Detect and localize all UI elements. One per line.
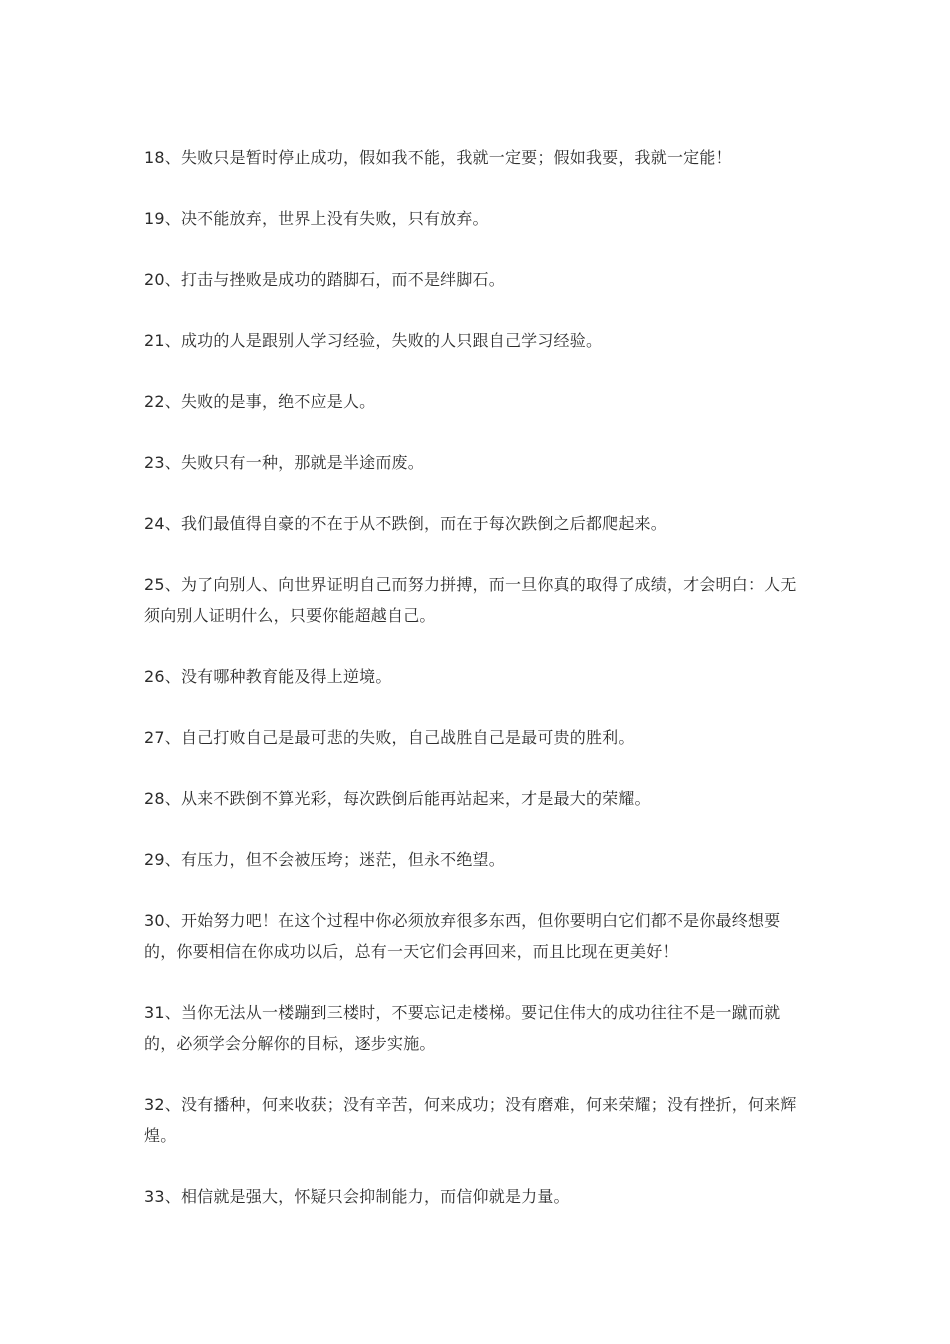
quote-26: 26、没有哪种教育能及得上逆境。 (144, 667, 392, 686)
quote-19: 19、决不能放弃，世界上没有失败，只有放弃。 (144, 209, 489, 228)
quote-23: 23、失败只有一种，那就是半途而废。 (144, 453, 424, 472)
quote-25: 25、为了向别人、向世界证明自己而努力拼搏，而一旦你真的取得了成绩，才会明白：人无须向别人证明什么，只要你能超越自己。 (144, 575, 797, 625)
quote-27: 27、自己打败自己是最可悲的失败，自己战胜自己是最可贵的胜利。 (144, 728, 635, 747)
quote-24: 24、我们最值得自豪的不在于从不跌倒，而在于每次跌倒之后都爬起来。 (144, 514, 667, 533)
quote-29: 29、有压力，但不会被压垮；迷茫，但永不绝望。 (144, 850, 505, 869)
quote-22: 22、失败的是事，绝不应是人。 (144, 392, 376, 411)
quote-21: 21、成功的人是跟别人学习经验，失败的人只跟自己学习经验。 (144, 331, 603, 350)
quote-31: 31、当你无法从一楼蹦到三楼时，不要忘记走楼梯。要记住伟大的成功往往不是一蹴而就的，必须学会分解你的目标，逐步实施。 (144, 1003, 781, 1053)
document-page (144, 142, 810, 1242)
quote-33: 33、相信就是强大，怀疑只会抑制能力，而信仰就是力量。 (144, 1187, 570, 1206)
quote-30: 30、开始努力吧！在这个过程中你必须放弃很多东西，但你要明白它们都不是你最终想要的，你要相信在你成功以后，总有一天它们会再回来，而且比现在更美好！ (144, 911, 781, 961)
quote-18: 18、失败只是暂时停止成功，假如我不能，我就一定要；假如我要，我就一定能！ (144, 148, 732, 167)
quote-20: 20、打击与挫败是成功的踏脚石，而不是绊脚石。 (144, 270, 505, 289)
quote-32: 32、没有播种，何来收获；没有辛苦，何来成功；没有磨难，何来荣耀；没有挫折，何来辉煌。 (144, 1095, 797, 1145)
quote-28: 28、从来不跌倒不算光彩，每次跌倒后能再站起来，才是最大的荣耀。 (144, 789, 651, 808)
